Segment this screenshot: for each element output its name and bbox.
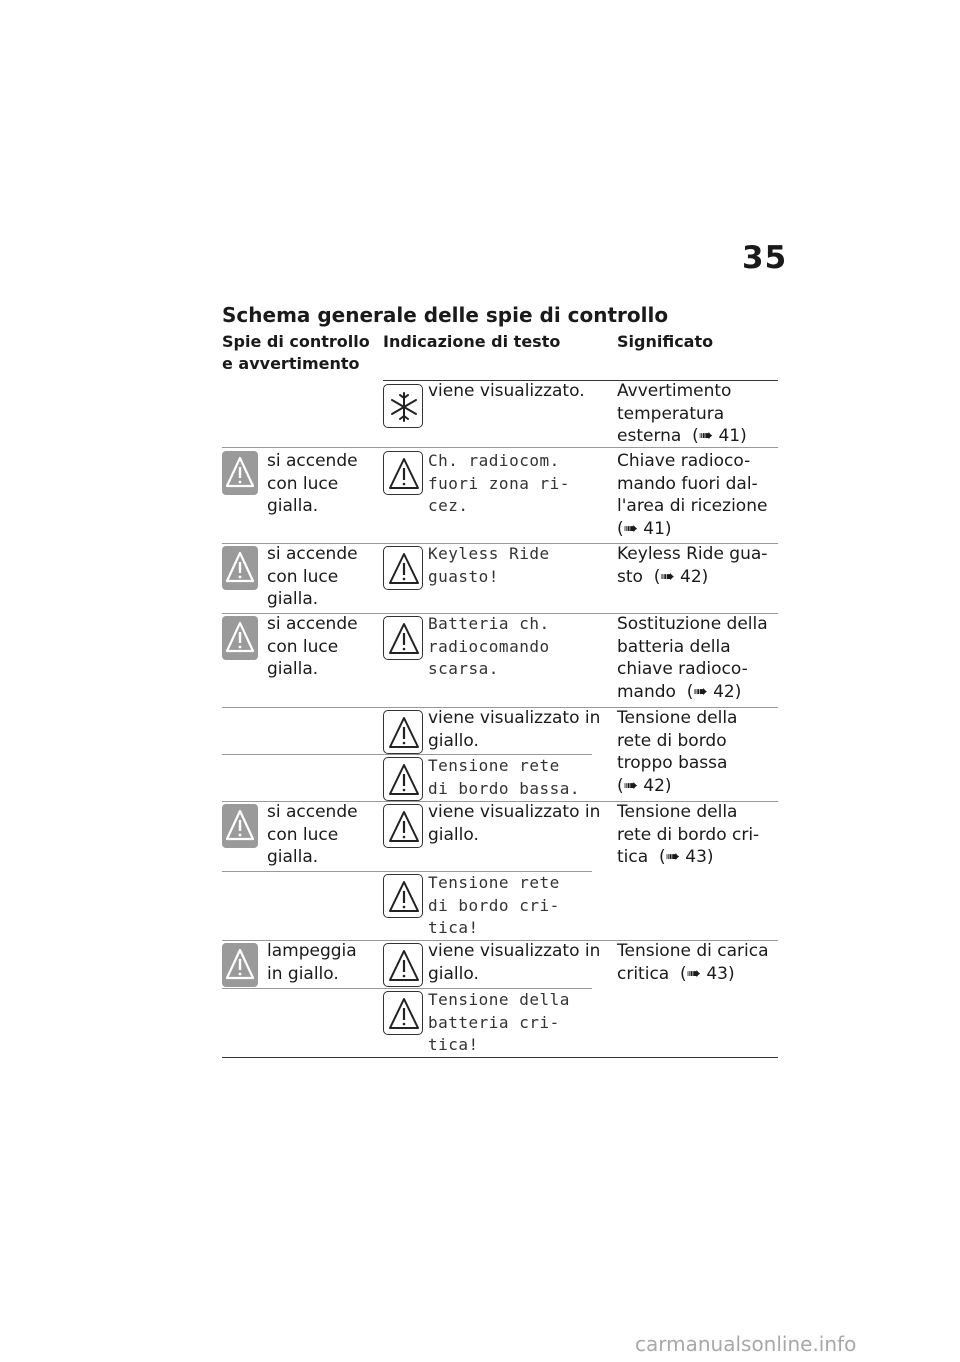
row3-indicator-line3: gialla. bbox=[267, 589, 319, 609]
row4-page-reference[interactable]: 42) bbox=[713, 681, 742, 702]
warning-light-icon bbox=[222, 804, 258, 848]
row6-display-message-line3: tica! bbox=[428, 918, 479, 937]
display-warning-icon bbox=[383, 451, 423, 495]
row1-display-text: viene visualizzato. bbox=[428, 381, 585, 401]
display-warning-icon bbox=[383, 546, 423, 590]
row1-page-reference[interactable]: 41) bbox=[718, 426, 747, 446]
ref-arrow-icon: ➠ bbox=[698, 426, 714, 446]
table-bottom-rule bbox=[222, 1057, 778, 1058]
row6-display-message bbox=[428, 872, 560, 940]
watermark: carmanualsonline.info bbox=[635, 1332, 857, 1356]
row4-meaning-line4: mando (➠ 42) bbox=[617, 681, 742, 702]
row7-display-message bbox=[428, 989, 570, 1057]
ref-arrow-icon: ➠ bbox=[665, 847, 680, 867]
row6-indicator-line3: gialla. bbox=[267, 847, 319, 867]
row6-display-message-line2: di bordo cri- bbox=[428, 895, 560, 915]
row6-indicator-line1: si accende bbox=[267, 802, 358, 822]
row3-display-message bbox=[428, 543, 550, 588]
row7-page-reference[interactable]: 43) bbox=[706, 963, 735, 984]
display-icon-frost bbox=[383, 384, 423, 428]
display-warning-icon bbox=[383, 616, 423, 660]
row6-meaning bbox=[617, 801, 759, 869]
row7-meaning-line1: Tensione di carica bbox=[617, 941, 769, 961]
row5-display-line2: giallo. bbox=[428, 730, 479, 751]
row2-indicator-line1: si accende bbox=[267, 451, 358, 471]
row6-page-reference[interactable]: 43) bbox=[685, 847, 714, 867]
display-warning-icon bbox=[383, 757, 423, 801]
row-divider bbox=[222, 447, 778, 448]
row7-indicator-text bbox=[267, 940, 357, 985]
row4-display-line3: scarsa. bbox=[428, 659, 499, 678]
ref-arrow-icon: ➠ bbox=[660, 566, 675, 587]
row1-meaning-line2: temperatura bbox=[617, 403, 725, 424]
row3-meaning-line2: sto (➠ 42) bbox=[617, 566, 709, 587]
row2-display-line2: fuori zona ri- bbox=[428, 473, 570, 493]
row3-meaning bbox=[617, 543, 767, 588]
ref-arrow-icon: ➠ bbox=[686, 963, 701, 984]
row2-indicator-text bbox=[267, 450, 358, 518]
row5-meaning bbox=[617, 707, 737, 797]
row2-meaning-line1: Chiave radioco- bbox=[617, 451, 751, 471]
warning-light-icon bbox=[222, 451, 258, 495]
row4-indicator-line3: gialla. bbox=[267, 659, 319, 679]
ref-arrow-icon: ➠ bbox=[623, 518, 638, 539]
row1-meaning-line3: esterna (➠ 41) bbox=[617, 426, 747, 446]
display-warning-icon bbox=[383, 943, 423, 987]
row7-display-message-line3: tica! bbox=[428, 1035, 479, 1054]
row2-meaning bbox=[617, 450, 767, 540]
row7-display-message-line1: Tensione della bbox=[428, 990, 570, 1009]
row1-meaning bbox=[617, 380, 747, 448]
row2-indicator-line2: con luce bbox=[267, 473, 339, 494]
row5-meaning-line3: troppo bassa bbox=[617, 753, 728, 773]
display-warning-icon bbox=[383, 804, 423, 848]
row6-meaning-line3-text: tica bbox=[617, 847, 649, 867]
row6-meaning-line3: tica (➠ 43) bbox=[617, 847, 714, 867]
row4-meaning-line2: batteria della bbox=[617, 636, 731, 657]
row3-indicator-text bbox=[267, 543, 358, 611]
row7-meaning-line2-text: critica bbox=[617, 963, 670, 984]
row7-meaning-line2: critica (➠ 43) bbox=[617, 963, 735, 984]
row4-indicator-line1: si accende bbox=[267, 614, 358, 634]
warning-light-icon bbox=[222, 546, 258, 590]
row6-display-message-line1: Tensione rete bbox=[428, 873, 560, 892]
row3-meaning-line1: Keyless Ride gua- bbox=[617, 544, 768, 564]
row2-meaning-line2: mando fuori dal- bbox=[617, 473, 758, 494]
row2-page-reference[interactable]: 41) bbox=[643, 518, 672, 539]
row7-display-message-line2: batteria cri- bbox=[428, 1012, 560, 1032]
row7-meaning bbox=[617, 940, 769, 985]
row3-display-line1: Keyless Ride bbox=[428, 544, 550, 563]
row4-meaning-line4-text: mando bbox=[617, 681, 676, 702]
row4-indicator-line2: con luce bbox=[267, 636, 339, 657]
display-warning-icon bbox=[383, 710, 423, 754]
row5-display-message-line2: di bordo bassa. bbox=[428, 778, 580, 798]
row5-display-message bbox=[428, 755, 580, 800]
row2-indicator-line3: gialla. bbox=[267, 496, 319, 516]
row2-display-line3: cez. bbox=[428, 496, 469, 515]
row3-page-reference[interactable]: 42) bbox=[680, 566, 709, 587]
ref-arrow-icon: ➠ bbox=[623, 775, 638, 796]
row4-meaning-line1: Sostituzione della bbox=[617, 614, 768, 634]
display-warning-icon bbox=[383, 991, 423, 1035]
row3-meaning-line2-text: sto bbox=[617, 566, 643, 587]
row4-display-message bbox=[428, 613, 550, 681]
row6-display-line1: viene visualizzato in bbox=[428, 802, 601, 822]
column-header-indicator bbox=[222, 331, 370, 375]
row5-display-status bbox=[428, 707, 600, 752]
row3-display-line2: guasto! bbox=[428, 566, 499, 586]
row7-indicator-line2: in giallo. bbox=[267, 963, 339, 984]
row4-indicator-text bbox=[267, 613, 358, 681]
row2-display-message bbox=[428, 450, 570, 518]
row2-meaning-line3: l'area di ricezione bbox=[617, 496, 768, 516]
row6-meaning-line1: Tensione della bbox=[617, 802, 738, 822]
row6-indicator-line2: con luce bbox=[267, 824, 339, 845]
column-header-meaning: Significato bbox=[617, 332, 714, 351]
row1-meaning-line3-text: esterna bbox=[617, 426, 682, 446]
warning-light-icon bbox=[222, 616, 258, 660]
row5-meaning-line2: rete di bordo bbox=[617, 730, 727, 751]
row5-display-line1: viene visualizzato in bbox=[428, 708, 601, 728]
row4-display-line2: radiocomando bbox=[428, 636, 550, 656]
row4-meaning-line3: chiave radioco- bbox=[617, 659, 748, 679]
row6-meaning-line2: rete di bordo cri- bbox=[617, 824, 760, 845]
row5-page-reference[interactable]: 42) bbox=[643, 775, 672, 796]
row6-indicator-text bbox=[267, 801, 358, 869]
column-header-display: Indicazione di testo bbox=[383, 332, 561, 351]
row7-display-line1: viene visualizzato in bbox=[428, 941, 601, 961]
row5-meaning-line1: Tensione della bbox=[617, 708, 738, 728]
row5-meaning-line4: (➠ 42) bbox=[617, 775, 672, 796]
row6-display-status bbox=[428, 801, 600, 846]
row7-display-status bbox=[428, 940, 600, 985]
column-header-indicator-line2: e avvertimento bbox=[222, 354, 360, 373]
row4-meaning bbox=[617, 613, 768, 703]
row2-meaning-line4: (➠ 41) bbox=[617, 518, 672, 539]
row1-meaning-line1: Avvertimento bbox=[617, 381, 732, 401]
row3-indicator-line1: si accende bbox=[267, 544, 358, 564]
column-header-indicator-line1: Spie di controllo bbox=[222, 332, 370, 351]
warning-light-icon bbox=[222, 943, 258, 987]
page-number: 35 bbox=[742, 240, 788, 276]
row6-display-line2: giallo. bbox=[428, 824, 479, 845]
row7-display-line2: giallo. bbox=[428, 963, 479, 984]
display-warning-icon bbox=[383, 874, 423, 918]
row3-indicator-line2: con luce bbox=[267, 566, 339, 587]
row4-display-line1: Batteria ch. bbox=[428, 614, 550, 633]
ref-arrow-icon: ➠ bbox=[693, 681, 708, 702]
row7-indicator-line1: lampeggia bbox=[267, 941, 357, 961]
row5-display-message-line1: Tensione rete bbox=[428, 756, 560, 775]
row2-display-line1: Ch. radiocom. bbox=[428, 451, 560, 470]
section-title: Schema generale delle spie di controllo bbox=[222, 303, 669, 327]
